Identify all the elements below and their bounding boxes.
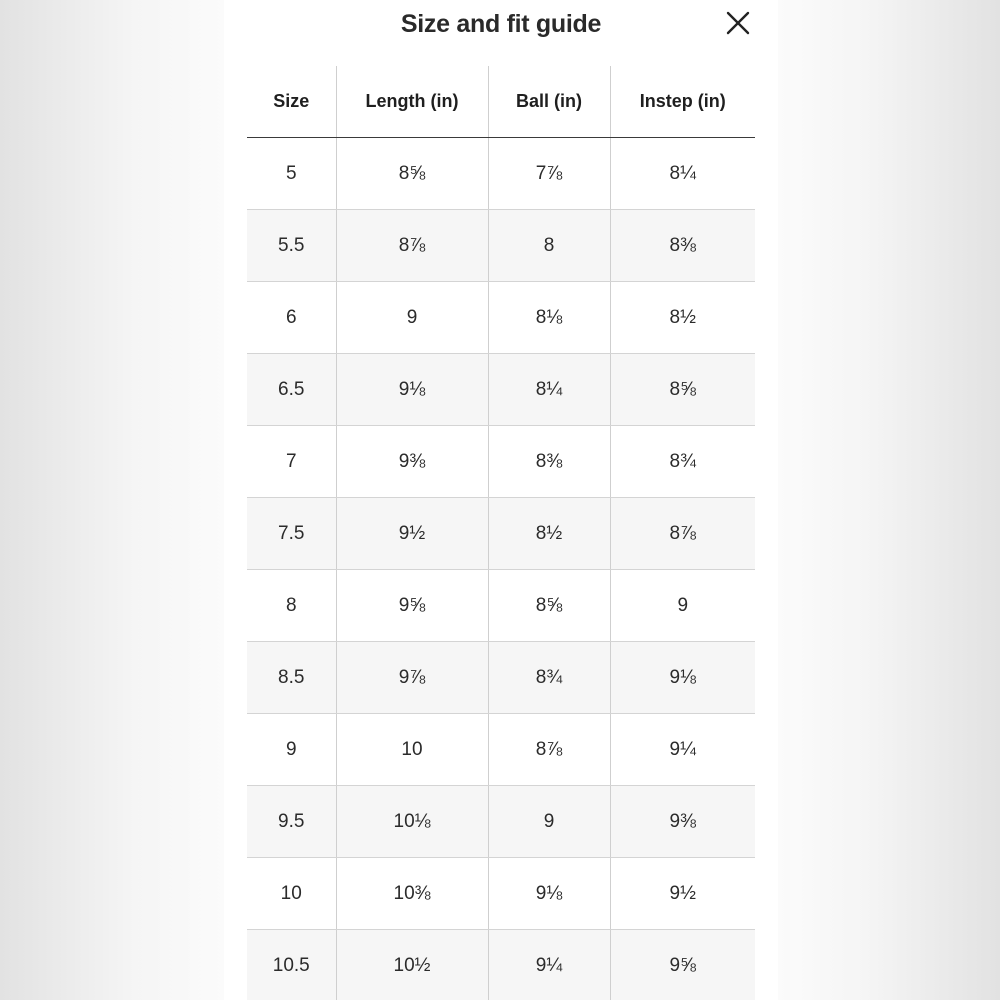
column-header-size: Size bbox=[247, 66, 336, 138]
cell-size: 5 bbox=[247, 138, 336, 210]
close-button[interactable] bbox=[722, 8, 754, 40]
cell-instep: 8⅜ bbox=[610, 210, 755, 282]
modal-title: Size and fit guide bbox=[400, 10, 602, 38]
cell-length: 9 bbox=[336, 282, 488, 354]
cell-size: 6 bbox=[247, 282, 336, 354]
cell-length: 10 bbox=[336, 714, 488, 786]
cell-instep: 8½ bbox=[610, 282, 755, 354]
table-row bbox=[247, 786, 755, 858]
column-header-instep: Instep (in) bbox=[610, 66, 755, 138]
cell-length: 10½ bbox=[336, 930, 488, 1000]
cell-size: 6.5 bbox=[247, 354, 336, 426]
background-blur-right bbox=[778, 0, 1000, 1000]
cell-instep: 8⅞ bbox=[610, 498, 755, 570]
cell-length: 9⅝ bbox=[336, 570, 488, 642]
background-blur-left bbox=[0, 0, 224, 1000]
close-icon bbox=[722, 8, 754, 40]
cell-instep: 9⅛ bbox=[610, 642, 755, 714]
cell-length: 10⅜ bbox=[336, 858, 488, 930]
cell-size: 9.5 bbox=[247, 786, 336, 858]
cell-length: 9½ bbox=[336, 498, 488, 570]
cell-instep: 9⅜ bbox=[610, 786, 755, 858]
cell-length: 8⅞ bbox=[336, 210, 488, 282]
cell-size: 8 bbox=[247, 570, 336, 642]
table-row bbox=[247, 858, 755, 930]
cell-length: 10⅛ bbox=[336, 786, 488, 858]
table-row bbox=[247, 426, 755, 498]
cell-size: 10 bbox=[247, 858, 336, 930]
cell-ball: 8⅞ bbox=[488, 714, 610, 786]
table-row bbox=[247, 642, 755, 714]
cell-ball: 9 bbox=[488, 786, 610, 858]
table-row bbox=[247, 282, 755, 354]
cell-size: 8.5 bbox=[247, 642, 336, 714]
cell-ball: 8¼ bbox=[488, 354, 610, 426]
cell-length: 9⅞ bbox=[336, 642, 488, 714]
column-header-length: Length (in) bbox=[336, 66, 488, 138]
cell-size: 9 bbox=[247, 714, 336, 786]
cell-ball: 8⅝ bbox=[488, 570, 610, 642]
size-guide-modal bbox=[224, 0, 778, 1000]
cell-instep: 9¼ bbox=[610, 714, 755, 786]
cell-instep: 8¾ bbox=[610, 426, 755, 498]
cell-instep: 9⅝ bbox=[610, 930, 755, 1000]
cell-instep: 8⅝ bbox=[610, 354, 755, 426]
table-row bbox=[247, 570, 755, 642]
cell-size: 10.5 bbox=[247, 930, 336, 1000]
table-row bbox=[247, 138, 755, 210]
cell-size: 7.5 bbox=[247, 498, 336, 570]
cell-instep: 9 bbox=[610, 570, 755, 642]
cell-ball: 8½ bbox=[488, 498, 610, 570]
table-row bbox=[247, 354, 755, 426]
cell-ball: 8¾ bbox=[488, 642, 610, 714]
cell-ball: 8⅛ bbox=[488, 282, 610, 354]
table-header-row bbox=[247, 66, 755, 138]
cell-length: 9⅜ bbox=[336, 426, 488, 498]
cell-instep: 9½ bbox=[610, 858, 755, 930]
table-row bbox=[247, 714, 755, 786]
cell-ball: 7⅞ bbox=[488, 138, 610, 210]
table-row bbox=[247, 498, 755, 570]
cell-ball: 9⅛ bbox=[488, 858, 610, 930]
column-header-ball: Ball (in) bbox=[488, 66, 610, 138]
cell-length: 8⅝ bbox=[336, 138, 488, 210]
cell-ball: 9¼ bbox=[488, 930, 610, 1000]
cell-ball: 8⅜ bbox=[488, 426, 610, 498]
cell-size: 7 bbox=[247, 426, 336, 498]
table-row bbox=[247, 930, 755, 1000]
size-chart-table bbox=[247, 66, 755, 1000]
cell-length: 9⅛ bbox=[336, 354, 488, 426]
cell-size: 5.5 bbox=[247, 210, 336, 282]
table-row bbox=[247, 210, 755, 282]
cell-ball: 8 bbox=[488, 210, 610, 282]
cell-instep: 8¼ bbox=[610, 138, 755, 210]
table-body bbox=[247, 138, 755, 1000]
